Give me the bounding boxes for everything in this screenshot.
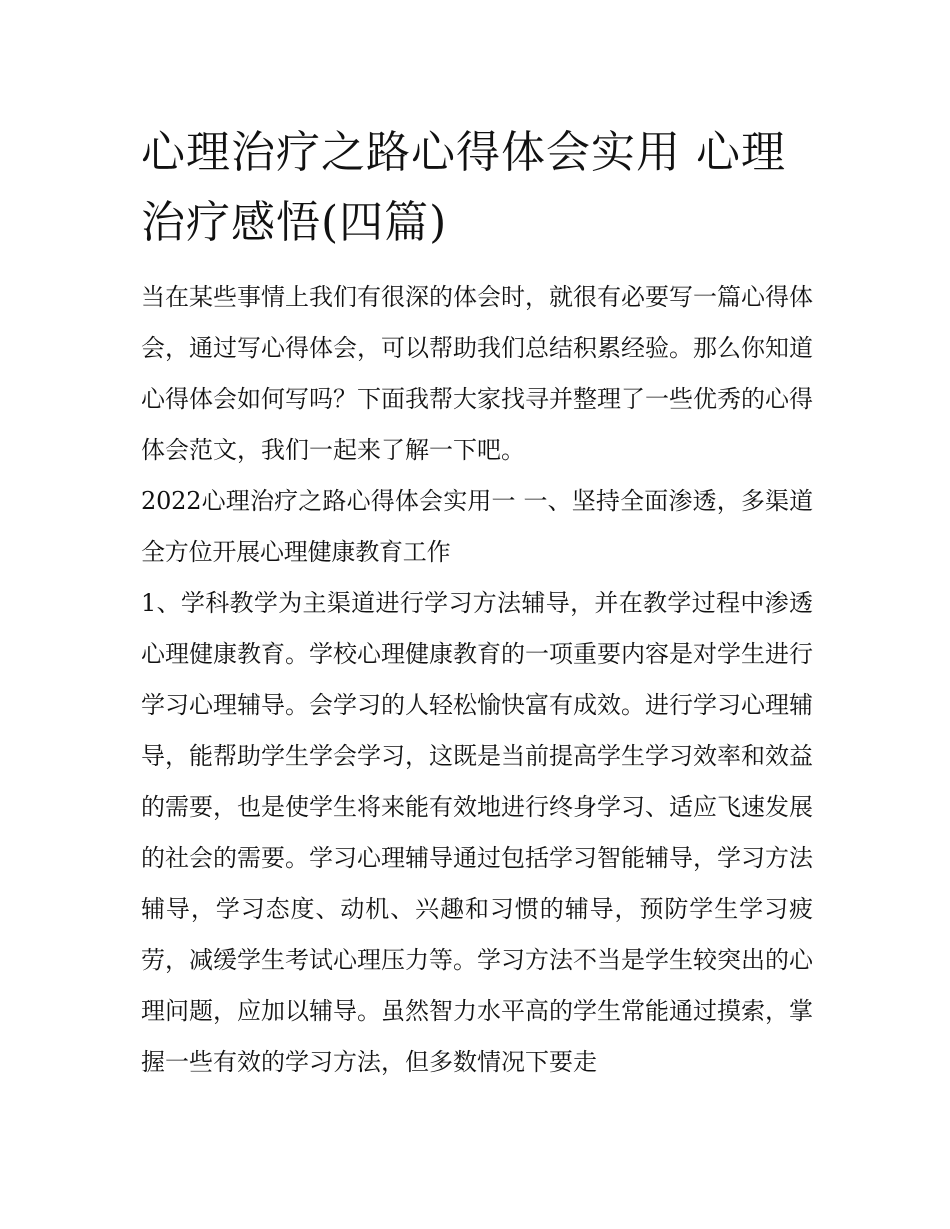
document-page bbox=[141, 118, 813, 1088]
body-paragraph: 1、学科教学为主渠道进行学习方法辅导，并在教学过程中渗透心理健康教育。学校心理健康教育的一项重要内容是对学生进行学习心理辅导。会学习的人轻松愉快富有成效。进行学习心理辅导，能帮助学生学会学习，这既是当前提高学生学习效率和效益的需要，也是使学生将来能有效地进行终身学习、适应飞速发展的社会的需要。学习心理辅导通过包括学习智能辅导，学习方法辅导，学习态度、动机、兴趣和习惯的辅导，预防学生学习疲劳，减缓学生考试心理压力等。学习方法不当是学生较突出的心理问题，应加以辅导。虽然智力水平高的学生常能通过摸索，掌握一些有效的学习方法，但多数情况下要走 bbox=[141, 589, 813, 1076]
section-heading-paragraph: 2022心理治疗之路心得体会实用一 一、坚持全面渗透，多渠道全方位开展心理健康教育工作 bbox=[141, 487, 813, 566]
intro-paragraph: 当在某些事情上我们有很深的体会时，就很有必要写一篇心得体会，通过写心得体会，可以帮助我们总结积累经验。那么你知道心得体会如何写吗？下面我帮大家找寻并整理了一些优秀的心得体会范文，我们一起来了解一下吧。 bbox=[141, 283, 813, 464]
document-title: 心理治疗之路心得体会实用 心理治疗感悟(四篇) bbox=[141, 127, 786, 248]
